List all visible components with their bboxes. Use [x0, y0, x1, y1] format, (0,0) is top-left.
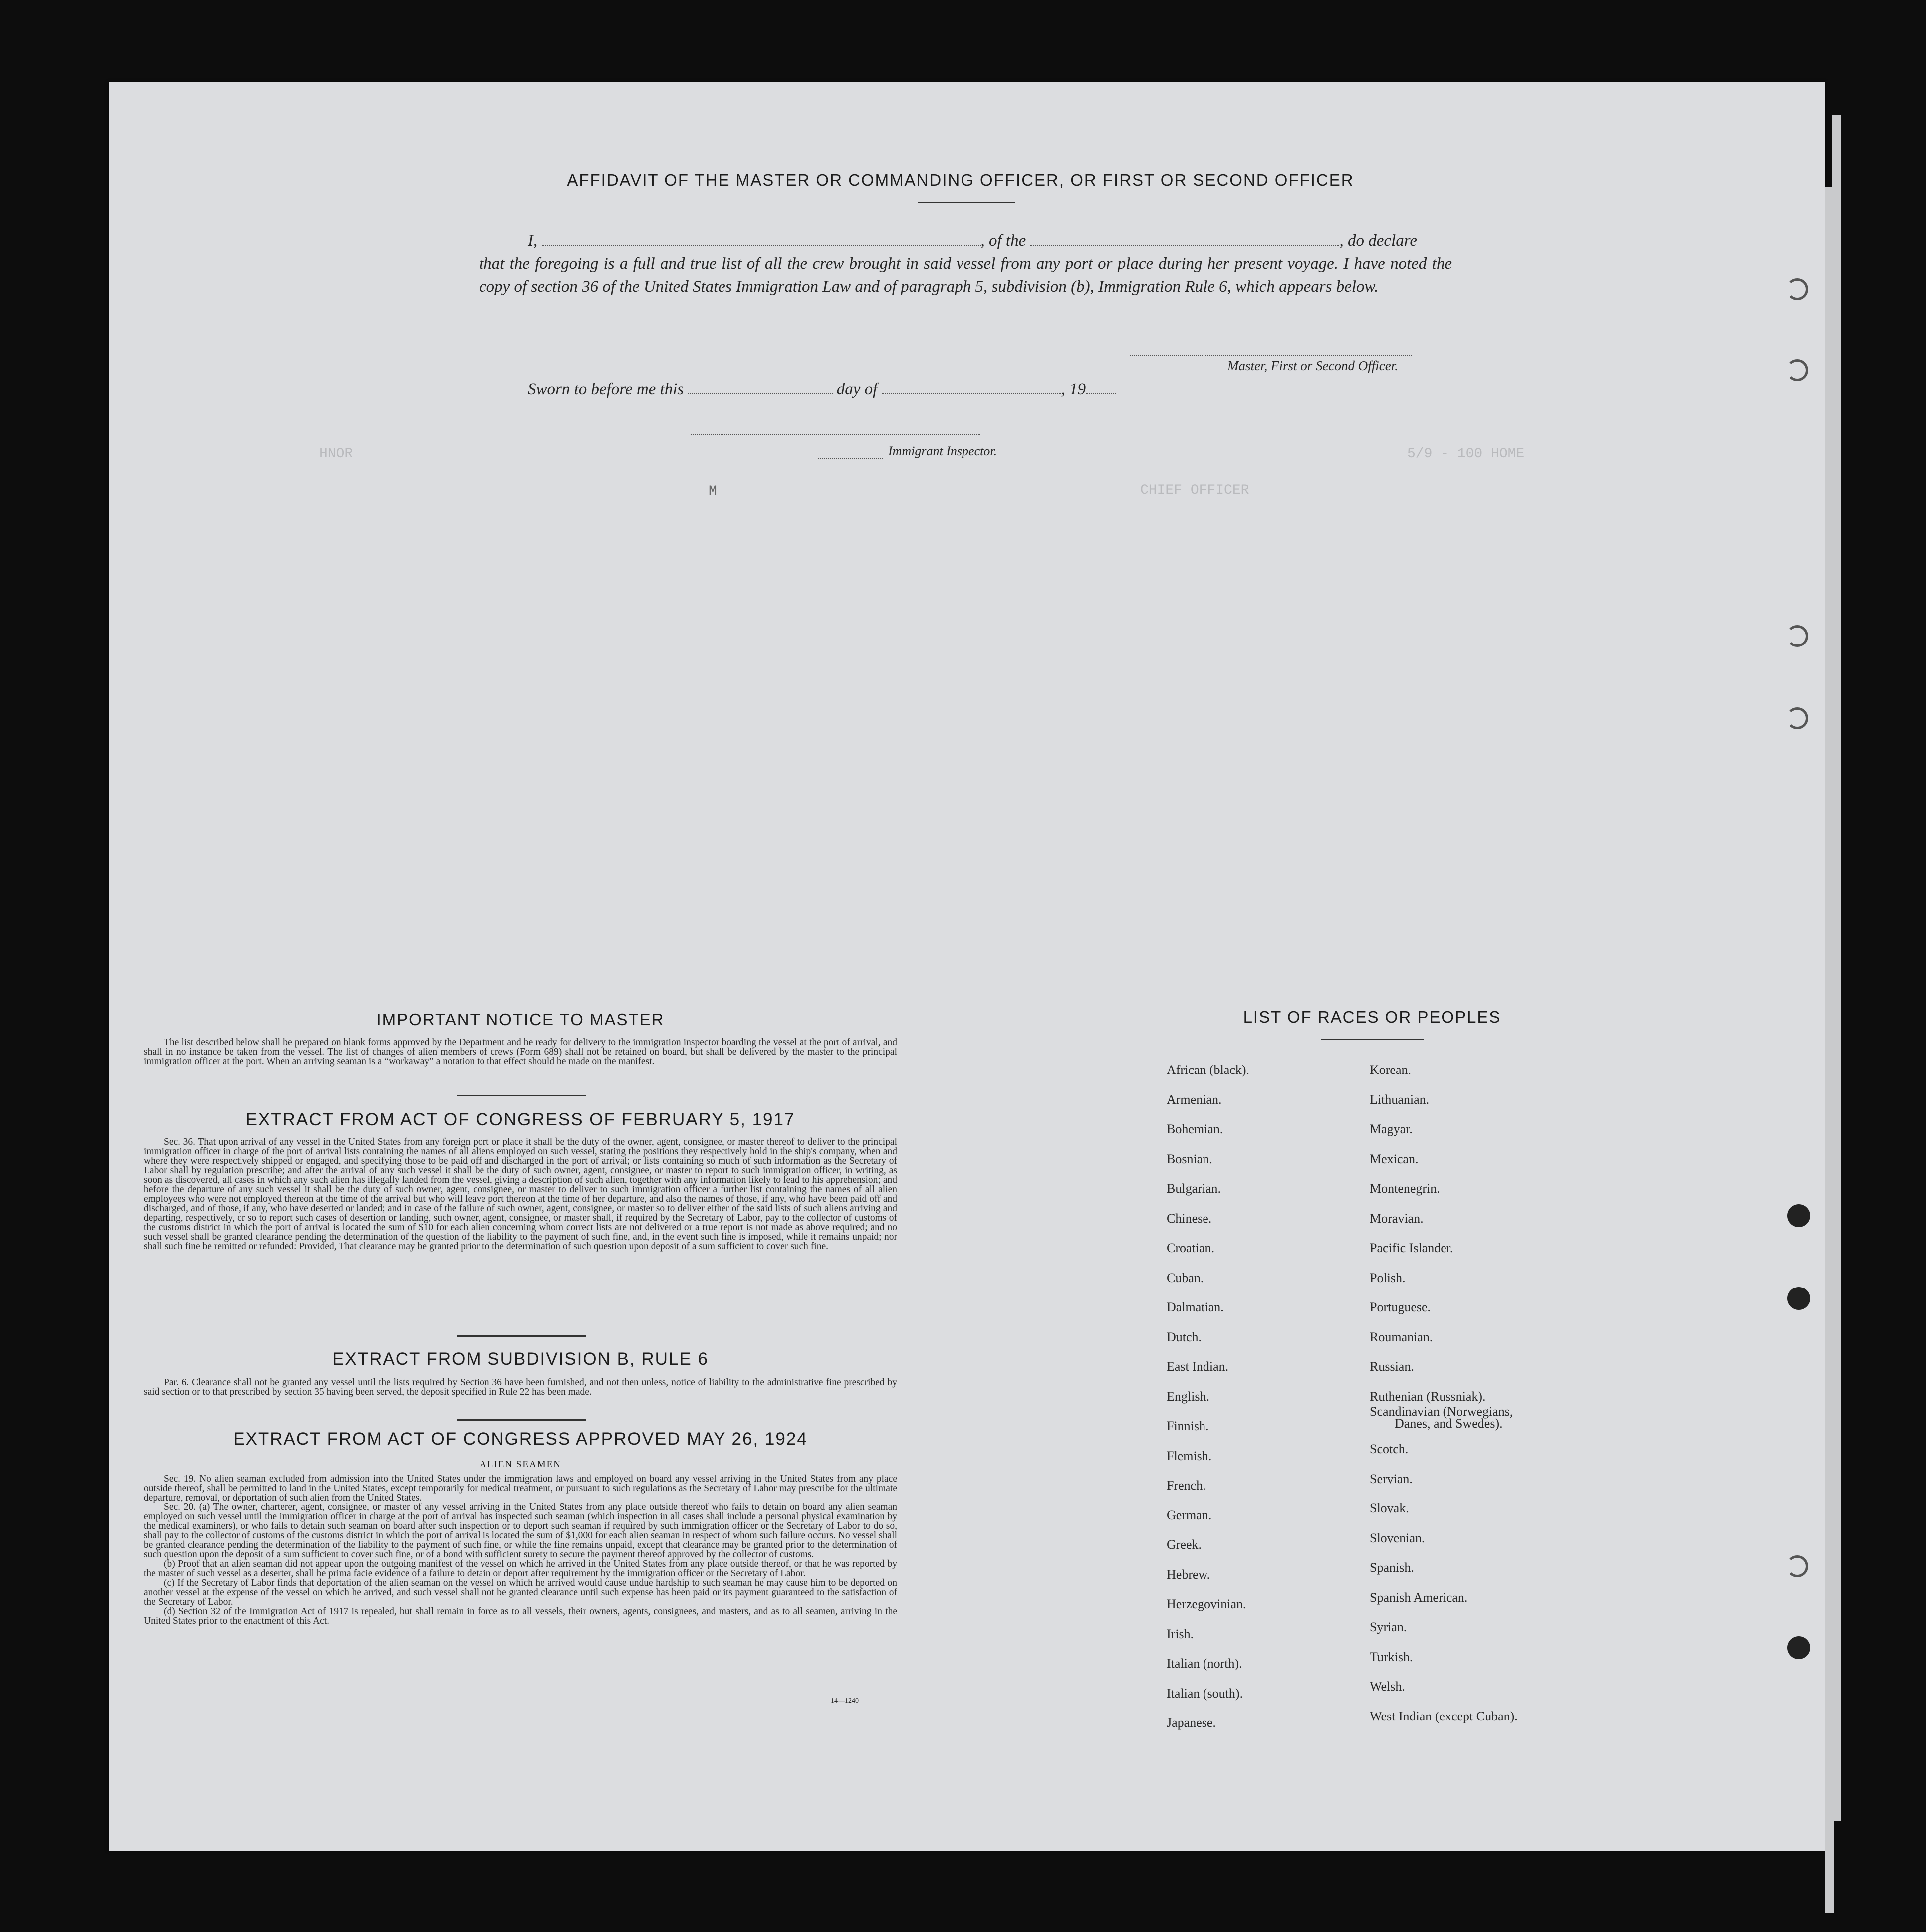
race-item: Cuban. [1167, 1270, 1204, 1285]
sec-36-paragraph: Sec. 36. That upon arrival of any vessel in the United States from any foreign port or place it shall be the duty of the owner, agent, consignee, or master thereof to deliver to the principal immigration officer in charge of the port of arrival lists containing the names of all aliens employed on such vessel, stating the positions they respectively hold in the ship's company, when and where they were respectively shipped or engaged, and specifying those to be paid off and discharged in the port of arrival; or lists containing so much of such information as the Secretary of Labor shall by regulation prescribe; and after the arrival of any such vessel it shall be the duty of such owner, agent, consignee, or master to report to such immigration officer, in writing, as soon as discovered, all cases in which any such alien has illegally landed from the vessel, giving a description of such alien, together with any information likely to lead to his apprehension; and before the departure of any such vessel it shall be the duty of such owner, agent, consignee, or master to deliver to such immigration officer a further list containing the names of all alien employees who were not employed thereon at the time of the arrival but who will leave port thereon at the time of her departure, and also the names of those, if any, who have been paid off and discharged, and of those, if any, who have deserted or landed; and in case of the failure of such owner, agent, consignee, or master so to deliver either of the said lists of such aliens arriving and departing, respectively, or so to report such cases of desertion or landing, such owner, agent, consignee, or master shall, if required by the Secretary of Labor, pay to the collector of customs of the customs district in which the port of arrival is located the sum of $10 for each alien concerning whom correct lists are not delivered or a true report is not made as above required; and no such vessel shall be granted clearance pending the determination of the question of the liability to the payment of such fine, and, in the event such fine is imposed, while it remains unpaid; nor shall such fine be remitted or refunded: Provided, That clearance may be granted prior to the determination of such question upon deposit of a sum sufficient to cover such fine. [144, 1137, 897, 1252]
title-rule [918, 202, 1015, 203]
form-number: 14—1240 [831, 1697, 859, 1705]
race-item: Dalmatian. [1167, 1300, 1224, 1314]
race-item: Spanish American. [1370, 1590, 1468, 1605]
race-item: Japanese. [1167, 1716, 1216, 1730]
race-item: Russian. [1370, 1359, 1414, 1374]
race-item: Portuguese. [1370, 1300, 1431, 1314]
race-item: Italian (north). [1167, 1656, 1242, 1671]
race-item: Armenian. [1167, 1092, 1222, 1107]
day-of-text: day of [836, 380, 878, 398]
inspector-name-line[interactable] [818, 458, 883, 459]
binder-hole [1786, 625, 1808, 647]
race-item: Italian (south). [1167, 1686, 1243, 1701]
declare-of: , of the [980, 232, 1026, 250]
race-item-scandinavian [1370, 1406, 1513, 1430]
race-item: Pacific Islander. [1370, 1241, 1453, 1255]
alien-seamen-subtitle: ALIEN SEAMEN [480, 1459, 561, 1470]
race-item: Bulgarian. [1167, 1181, 1221, 1196]
race-item: Chinese. [1167, 1211, 1212, 1226]
race-item: Bohemian. [1167, 1122, 1223, 1136]
day-blank[interactable] [688, 382, 833, 394]
month-blank[interactable] [882, 382, 1061, 394]
race-item: Servian. [1370, 1471, 1413, 1486]
race-item: French. [1167, 1478, 1206, 1493]
race-item: Bosnian. [1167, 1151, 1212, 1166]
races-column-2 [1370, 1055, 1486, 1411]
vessel-blank[interactable] [1030, 245, 1339, 246]
race-item: East Indian. [1167, 1359, 1229, 1374]
year-prefix: , 19 [1061, 380, 1086, 398]
race-item: Moravian. [1370, 1211, 1424, 1226]
binder-hole [1787, 1287, 1810, 1310]
race-item: English. [1167, 1389, 1209, 1404]
extract-1917-text [144, 1137, 897, 1251]
bleed-mark: 5/9 - 100 HOME [1407, 446, 1525, 462]
race-item: Herzegovinian. [1167, 1597, 1246, 1611]
binder-hole [1786, 1555, 1808, 1577]
inspector-signature-line[interactable] [691, 434, 980, 435]
notice-text [144, 1038, 897, 1066]
race-item: Hebrew. [1167, 1567, 1210, 1582]
inspector-label: Immigrant Inspector. [888, 444, 997, 458]
races-column-1 [1167, 1055, 1249, 1738]
affidavit-declaration [479, 229, 1452, 298]
race-item: Slovenian. [1370, 1530, 1425, 1545]
name-blank[interactable] [542, 245, 981, 246]
bleed-mark: M [709, 484, 717, 499]
section-rule [457, 1095, 586, 1096]
sec-20a-paragraph: Sec. 20. (a) The owner, charterer, agent, consignee, or master of any vessel arriving in the United States from any place outside thereof who fails to detain on board any alien seaman employed on such vessel until the immigration officer in charge at the port of arrival has inspected such seaman (which inspection in all cases shall include a personal physical examination by the medical examiners), or who fails to detain such seaman on board after such inspection or to deport such seaman if required by such immigration officer or the Secretary of Labor to do so, shall pay to the collector of customs of the customs district in which the port of arrival is located the sum of $1,000 for each alien seaman in respect of whom such failure occurs. No vessel shall be granted clearance pending the determination of the liability to the payment of such fine, or while the fine remains unpaid, except that clearance may be granted prior to the determination of such question upon the deposit of a sum sufficient to cover such fine, or of a bond with sufficient surety to secure the payment thereof approved by the collector of customs. [144, 1502, 897, 1560]
year-blank[interactable] [1086, 382, 1116, 394]
declare-start: I, [528, 232, 538, 250]
extract-rule6-title: EXTRACT FROM SUBDIVISION B, RULE 6 [332, 1349, 709, 1369]
race-item: Welsh. [1370, 1679, 1405, 1694]
section-rule [457, 1419, 586, 1421]
par-6-paragraph: Par. 6. Clearance shall not be granted any vessel until the lists required by Section 36 have been furnished, and not then unless, notice of liability to the administrative fine prescribed by said section or to that prescribed by section 35 having been served, the deposit specified in Rule 22 has been made. [144, 1377, 897, 1397]
race-item: Dutch. [1167, 1329, 1202, 1344]
race-item: Irish. [1167, 1626, 1194, 1641]
sec-19-paragraph: Sec. 19. No alien seaman excluded from admission into the United States under the immigration laws and employed on board any vessel arriving in the United States from any place outside thereof, shall be permitted to land in the United States, except temporarily for medical treatment, or pursuant to such regulations as the Secretary of Labor may prescribe for the ultimate departure, removal, or deportation of such alien from the United States. [144, 1474, 897, 1503]
bleed-mark: HNOR [319, 446, 353, 462]
race-item: West Indian (except Cuban). [1370, 1709, 1518, 1723]
sec-20d-paragraph: (d) Section 32 of the Immigration Act of 1917 is repealed, but shall remain in force as to all vessels, their owners, agents, consignees, and masters, and as to all seamen, arriving in the United States prior to the enactment of this Act. [144, 1606, 897, 1626]
race-item-line: Danes, and Swedes). [1395, 1416, 1503, 1431]
notice-paragraph: The list described below shall be prepared on blank forms approved by the Department and be ready for delivery to the immigration inspector boarding the vessel at the port of arrival, and shall in no instance be taken from the vessel. The list of changes of alien members of crews (Form 689) shall not be retained on board, but shall be delivered by the master to the principal immigration officer at the port. When an arriving seaman is a “workaway” a notation to that effect should be made on the manifest. [144, 1037, 897, 1067]
race-item: Montenegrin. [1370, 1181, 1440, 1196]
affidavit-body: that the foregoing is a full and true list of all the crew brought in said vessel from any port or place during her present voyage. I have noted the copy of section 36 of the United States Immigration Law and of paragraph 5, subdivision (b), Immigration Rule 6, which appears below. [479, 255, 1452, 296]
sworn-text: Sworn to before me this [528, 380, 684, 398]
race-item: Turkish. [1370, 1649, 1413, 1664]
sec-20c-paragraph: (c) If the Secretary of Labor finds that deportation of the alien seaman on the vessel on which he arrived would cause undue hardship to such seaman he may cause him to be deported on another vessel at the expense of the vessel on which he arrived, and such vessel shall not be granted clearance until such expense has been paid or its payment guaranteed to the satisfaction of the Secretary of Labor. [144, 1578, 897, 1607]
race-item: Greek. [1167, 1537, 1202, 1552]
race-item: Roumanian. [1370, 1329, 1433, 1344]
affidavit-title: AFFIDAVIT OF THE MASTER OR COMMANDING OFFICER, OR FIRST OR SECOND OFFICER [567, 171, 1354, 189]
page-edge [1832, 115, 1841, 1821]
race-item: German. [1167, 1507, 1212, 1522]
race-item: Croatian. [1167, 1241, 1215, 1255]
section-rule [457, 1335, 586, 1337]
binder-hole [1787, 1636, 1810, 1659]
extract-1924-title: EXTRACT FROM ACT OF CONGRESS APPROVED MAY 26, 1924 [233, 1429, 808, 1449]
race-item-line: Scandinavian (Norwegians, [1370, 1404, 1513, 1419]
binder-hole [1786, 707, 1808, 729]
race-item: Ruthenian (Russniak). [1370, 1389, 1486, 1404]
sec-20b-paragraph: (b) Proof that an alien seaman did not appear upon the outgoing manifest of the vessel on which he arrived in the United States from any place outside thereof, or that he was reported by the master of such vessel as a deserter, shall be prima facie evidence of a failure to detain or deport after requirement by the immigration officer or the Secretary of Labor. [144, 1559, 897, 1579]
bleed-mark: CHIEF OFFICER [1140, 483, 1249, 498]
race-item: Mexican. [1370, 1151, 1419, 1166]
race-item: Polish. [1370, 1270, 1406, 1285]
race-item: Flemish. [1167, 1448, 1212, 1463]
declare-end: , do declare [1339, 232, 1417, 250]
race-item: Slovak. [1370, 1501, 1409, 1515]
race-item: African (black). [1167, 1063, 1250, 1077]
race-item: Magyar. [1370, 1122, 1413, 1136]
binder-hole [1786, 278, 1808, 300]
races-title: LIST OF RACES OR PEOPLES [1243, 1008, 1501, 1026]
extract-1917-title: EXTRACT FROM ACT OF CONGRESS OF FEBRUARY 5, 1917 [245, 1110, 795, 1129]
extract-rule6-text [144, 1378, 897, 1397]
sworn-line [528, 380, 1116, 399]
signature-line[interactable] [1130, 355, 1412, 356]
race-item: Syrian. [1370, 1620, 1407, 1634]
races-column-2b [1370, 1434, 1518, 1731]
race-item: Finnish. [1167, 1419, 1209, 1433]
notice-title: IMPORTANT NOTICE TO MASTER [376, 1010, 665, 1029]
race-item: Lithuanian. [1370, 1092, 1430, 1107]
binder-hole [1787, 1204, 1810, 1227]
races-rule [1321, 1039, 1424, 1040]
race-item: Scotch. [1370, 1442, 1409, 1456]
signature-label: Master, First or Second Officer. [1227, 358, 1398, 373]
race-item: Korean. [1370, 1063, 1412, 1077]
race-item: Spanish. [1370, 1560, 1414, 1575]
extract-1924-text [144, 1474, 897, 1626]
binder-hole [1786, 359, 1808, 381]
